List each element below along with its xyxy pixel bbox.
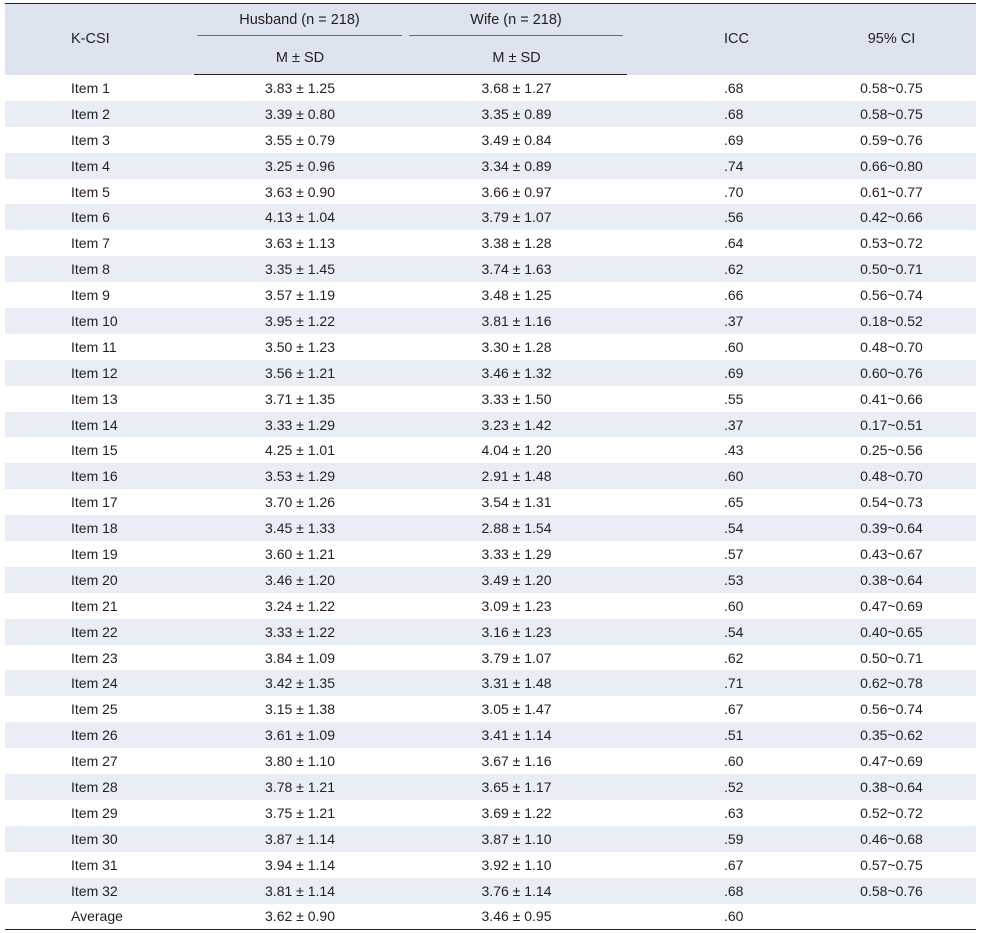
cell-husband: 3.60 ± 1.21 xyxy=(265,545,335,562)
cell-husband: 3.70 ± 1.26 xyxy=(265,494,335,511)
cell-icc: .54 xyxy=(627,515,807,541)
cell-item: Item 32 xyxy=(5,878,194,904)
table-row xyxy=(5,826,976,852)
table-row xyxy=(5,230,976,256)
cell-icc: .74 xyxy=(627,153,807,179)
cell-icc: .60 xyxy=(724,753,744,770)
cell-icc: .52 xyxy=(627,774,807,800)
cell-item: Item 31 xyxy=(71,856,118,873)
table-row xyxy=(5,852,976,878)
cell-icc: .57 xyxy=(724,545,744,562)
table-row xyxy=(5,800,976,826)
table-row xyxy=(5,722,976,748)
cell-husband: 3.61 ± 1.09 xyxy=(194,722,406,748)
table-row xyxy=(5,463,976,489)
cell-ci: 0.58~0.75 xyxy=(860,79,923,96)
header-wife-label: Wife (n = 218) xyxy=(409,12,623,36)
cell-ci: 0.66~0.80 xyxy=(807,153,976,179)
table-row xyxy=(5,437,976,463)
cell-ci: 0.42~0.66 xyxy=(807,204,976,230)
cell-item: Item 6 xyxy=(5,204,194,230)
cell-wife: 3.79 ± 1.07 xyxy=(406,204,627,230)
cell-wife: 3.33 ± 1.50 xyxy=(481,390,552,407)
cell-wife: 3.67 ± 1.16 xyxy=(481,753,552,770)
cell-husband: 3.55 ± 0.79 xyxy=(265,131,335,148)
cell-husband: 3.78 ± 1.21 xyxy=(194,774,406,800)
cell-icc: .68 xyxy=(627,878,807,904)
cell-husband: 3.35 ± 1.45 xyxy=(194,256,406,282)
cell-icc: .66 xyxy=(724,287,744,304)
cell-item: Item 14 xyxy=(5,412,194,438)
cell-item: Item 26 xyxy=(5,722,194,748)
cell-wife: 3.92 ± 1.10 xyxy=(481,856,552,873)
table-row xyxy=(5,179,976,205)
cell-wife: 3.68 ± 1.27 xyxy=(481,79,552,96)
table-header xyxy=(5,4,976,75)
header-icc: ICC xyxy=(627,4,807,75)
cell-item: Item 12 xyxy=(5,360,194,386)
cell-husband: 3.71 ± 1.35 xyxy=(265,390,335,407)
header-wife-group xyxy=(406,4,627,42)
table-row xyxy=(5,748,976,774)
cell-icc: .62 xyxy=(627,256,807,282)
cell-item: Item 30 xyxy=(5,826,194,852)
cell-husband: 3.87 ± 1.14 xyxy=(194,826,406,852)
cell-ci: 0.62~0.78 xyxy=(807,670,976,696)
cell-item: Item 24 xyxy=(5,670,194,696)
cell-ci: 0.47~0.69 xyxy=(860,597,923,614)
cell-husband: 3.24 ± 1.22 xyxy=(265,597,335,614)
cell-item: Item 11 xyxy=(71,338,117,355)
cell-icc: .60 xyxy=(724,338,744,355)
cell-item: Item 7 xyxy=(71,235,110,252)
cell-icc: .54 xyxy=(627,619,807,645)
cell-item: Item 18 xyxy=(5,515,194,541)
cell-ci: 0.40~0.65 xyxy=(807,619,976,645)
cell-husband: 3.63 ± 0.90 xyxy=(265,183,335,200)
cell-item: Item 17 xyxy=(71,494,118,511)
cell-husband: 4.25 ± 1.01 xyxy=(265,442,335,459)
cell-icc: .53 xyxy=(627,567,807,593)
cell-icc: .59 xyxy=(627,826,807,852)
table-row xyxy=(5,282,976,308)
table-row xyxy=(5,645,976,671)
cell-husband: 3.46 ± 1.20 xyxy=(194,567,406,593)
cell-ci: 0.53~0.72 xyxy=(860,235,923,252)
table-row xyxy=(5,204,976,230)
cell-item: Item 13 xyxy=(71,390,118,407)
cell-ci: 0.38~0.64 xyxy=(807,567,976,593)
cell-icc: .62 xyxy=(724,649,744,666)
cell-husband: 3.84 ± 1.09 xyxy=(265,649,335,666)
cell-wife: 3.66 ± 0.97 xyxy=(481,183,552,200)
cell-item: Item 22 xyxy=(5,619,194,645)
cell-husband: 3.42 ± 1.35 xyxy=(194,670,406,696)
table-row xyxy=(5,593,976,619)
cell-ci: 0.56~0.74 xyxy=(860,287,923,304)
cell-husband: 3.45 ± 1.33 xyxy=(194,515,406,541)
cell-item: Item 2 xyxy=(5,101,194,127)
cell-wife: 3.46 ± 1.32 xyxy=(406,360,627,386)
cell-icc: .63 xyxy=(724,804,744,821)
cell-ci: 0.58~0.75 xyxy=(807,101,976,127)
cell-husband: 3.63 ± 1.13 xyxy=(265,235,335,252)
cell-icc: .37 xyxy=(627,412,807,438)
cell-item: Average xyxy=(5,904,194,930)
table-row xyxy=(5,878,976,904)
table-row xyxy=(5,256,976,282)
cell-husband: 3.62 ± 0.90 xyxy=(194,904,406,930)
cell-wife: 3.09 ± 1.23 xyxy=(481,597,552,614)
table-row xyxy=(5,670,976,696)
cell-wife: 3.54 ± 1.31 xyxy=(481,494,552,511)
cell-ci: 0.50~0.71 xyxy=(807,256,976,282)
table-row xyxy=(5,489,976,515)
cell-icc: .51 xyxy=(627,722,807,748)
cell-icc: .43 xyxy=(724,442,744,459)
cell-item: Item 5 xyxy=(71,183,110,200)
cell-ci: 0.46~0.68 xyxy=(807,826,976,852)
cell-wife: 3.31 ± 1.48 xyxy=(406,670,627,696)
cell-ci: 0.56~0.74 xyxy=(860,701,923,718)
table-row xyxy=(5,515,976,541)
cell-husband: 3.83 ± 1.25 xyxy=(265,79,335,96)
cell-ci: 0.25~0.56 xyxy=(860,442,923,459)
cell-ci: 0.18~0.52 xyxy=(807,308,976,334)
cell-wife: 3.81 ± 1.16 xyxy=(406,308,627,334)
table-row xyxy=(5,127,976,153)
cell-icc: .65 xyxy=(724,494,744,511)
cell-icc: .68 xyxy=(724,79,744,96)
cell-icc: .69 xyxy=(627,360,807,386)
cell-ci: 0.17~0.51 xyxy=(807,412,976,438)
cell-ci: 0.59~0.76 xyxy=(860,131,923,148)
table-row xyxy=(5,774,976,800)
cell-ci: 0.48~0.70 xyxy=(860,338,923,355)
cell-icc: .71 xyxy=(627,670,807,696)
cell-wife: 3.48 ± 1.25 xyxy=(481,287,552,304)
cell-item: Item 28 xyxy=(5,774,194,800)
cell-icc: .67 xyxy=(724,856,744,873)
cell-item: Item 27 xyxy=(71,753,118,770)
table-row xyxy=(5,567,976,593)
cell-husband: 3.53 ± 1.29 xyxy=(194,463,406,489)
cell-item: Item 29 xyxy=(71,804,118,821)
cell-ci: 0.35~0.62 xyxy=(807,722,976,748)
header-husband-group xyxy=(194,4,406,42)
cell-wife: 3.76 ± 1.14 xyxy=(406,878,627,904)
cell-ci: 0.60~0.76 xyxy=(807,360,976,386)
table-row xyxy=(5,696,976,722)
cell-item: Item 10 xyxy=(5,308,194,334)
cell-husband: 3.56 ± 1.21 xyxy=(194,360,406,386)
cell-wife: 3.49 ± 0.84 xyxy=(481,131,552,148)
cell-wife: 3.33 ± 1.29 xyxy=(481,545,552,562)
cell-ci: 0.50~0.71 xyxy=(860,649,923,666)
cell-icc: .37 xyxy=(627,308,807,334)
cell-icc: .56 xyxy=(627,204,807,230)
cell-wife: 4.04 ± 1.20 xyxy=(481,442,552,459)
cell-ci: 0.54~0.73 xyxy=(860,494,923,511)
cell-husband: 3.75 ± 1.21 xyxy=(265,804,335,821)
table-row xyxy=(5,308,976,334)
cell-item: Item 9 xyxy=(71,287,110,304)
cell-husband: 3.15 ± 1.38 xyxy=(265,701,335,718)
cell-ci: 0.38~0.64 xyxy=(807,774,976,800)
cell-icc: .60 xyxy=(627,463,807,489)
cell-ci: 0.58~0.76 xyxy=(807,878,976,904)
cell-wife: 3.38 ± 1.28 xyxy=(481,235,552,252)
cell-husband: 3.33 ± 1.22 xyxy=(194,619,406,645)
table-row xyxy=(5,412,976,438)
cell-icc: .64 xyxy=(724,235,744,252)
cell-wife: 3.74 ± 1.63 xyxy=(406,256,627,282)
cell-husband: 3.33 ± 1.29 xyxy=(194,412,406,438)
cell-wife: 2.88 ± 1.54 xyxy=(406,515,627,541)
cell-wife: 3.16 ± 1.23 xyxy=(406,619,627,645)
cell-wife: 3.69 ± 1.22 xyxy=(481,804,552,821)
table-row xyxy=(5,75,976,101)
table-row xyxy=(5,360,976,386)
cell-husband: 3.39 ± 0.80 xyxy=(194,101,406,127)
cell-wife: 3.30 ± 1.28 xyxy=(481,338,552,355)
cell-item: Item 20 xyxy=(5,567,194,593)
cell-icc: .68 xyxy=(627,101,807,127)
cell-husband: 3.95 ± 1.22 xyxy=(194,308,406,334)
header-kcsi: K-CSI xyxy=(5,4,194,75)
cell-wife: 3.79 ± 1.07 xyxy=(481,649,552,666)
cell-wife: 3.46 ± 0.95 xyxy=(406,904,627,930)
cell-wife: 3.49 ± 1.20 xyxy=(406,567,627,593)
header-husband-msd: M ± SD xyxy=(194,41,406,75)
cell-ci: 0.47~0.69 xyxy=(860,753,923,770)
cell-item: Item 23 xyxy=(71,649,118,666)
cell-icc: .60 xyxy=(724,597,744,614)
cell-husband: 3.81 ± 1.14 xyxy=(194,878,406,904)
cell-icc: .60 xyxy=(627,904,807,930)
cell-husband: 4.13 ± 1.04 xyxy=(194,204,406,230)
cell-item: Item 19 xyxy=(71,545,118,562)
cell-item: Item 21 xyxy=(71,597,118,614)
cell-wife: 3.34 ± 0.89 xyxy=(406,153,627,179)
table-row xyxy=(5,904,976,930)
cell-item: Item 4 xyxy=(5,153,194,179)
cell-ci: 0.52~0.72 xyxy=(860,804,923,821)
cell-item: Item 3 xyxy=(71,131,110,148)
table-row xyxy=(5,101,976,127)
header-husband-label: Husband (n = 218) xyxy=(197,12,402,36)
cell-ci: 0.43~0.67 xyxy=(860,545,923,562)
cell-wife: 3.65 ± 1.17 xyxy=(406,774,627,800)
cell-item: Item 25 xyxy=(71,701,118,718)
cell-husband: 3.57 ± 1.19 xyxy=(265,287,335,304)
cell-husband: 3.94 ± 1.14 xyxy=(265,856,335,873)
cell-wife: 3.41 ± 1.14 xyxy=(406,722,627,748)
kcsi-table xyxy=(5,3,976,930)
cell-icc: .55 xyxy=(724,390,744,407)
cell-husband: 3.25 ± 0.96 xyxy=(194,153,406,179)
cell-ci: 0.48~0.70 xyxy=(807,463,976,489)
cell-icc: .67 xyxy=(724,701,744,718)
cell-wife: 3.35 ± 0.89 xyxy=(406,101,627,127)
header-wife-msd: M ± SD xyxy=(406,41,627,75)
table-row xyxy=(5,386,976,412)
cell-ci xyxy=(807,904,976,930)
cell-wife: 2.91 ± 1.48 xyxy=(406,463,627,489)
cell-husband: 3.50 ± 1.23 xyxy=(265,338,335,355)
cell-item: Item 16 xyxy=(5,463,194,489)
cell-wife: 3.23 ± 1.42 xyxy=(406,412,627,438)
cell-item: Item 8 xyxy=(5,256,194,282)
cell-icc: .69 xyxy=(724,131,744,148)
table-row xyxy=(5,619,976,645)
cell-ci: 0.57~0.75 xyxy=(860,856,923,873)
cell-ci: 0.41~0.66 xyxy=(860,390,923,407)
kcsi-table-container xyxy=(5,3,976,930)
table-row xyxy=(5,334,976,360)
header-ci: 95% CI xyxy=(807,4,976,75)
cell-icc: .70 xyxy=(724,183,744,200)
cell-item: Item 15 xyxy=(71,442,118,459)
table-row xyxy=(5,153,976,179)
cell-ci: 0.39~0.64 xyxy=(807,515,976,541)
cell-item: Item 1 xyxy=(71,79,110,96)
cell-husband: 3.80 ± 1.10 xyxy=(265,753,335,770)
table-row xyxy=(5,541,976,567)
table-body xyxy=(5,75,976,930)
cell-wife: 3.05 ± 1.47 xyxy=(481,701,552,718)
cell-ci: 0.61~0.77 xyxy=(860,183,923,200)
cell-wife: 3.87 ± 1.10 xyxy=(406,826,627,852)
